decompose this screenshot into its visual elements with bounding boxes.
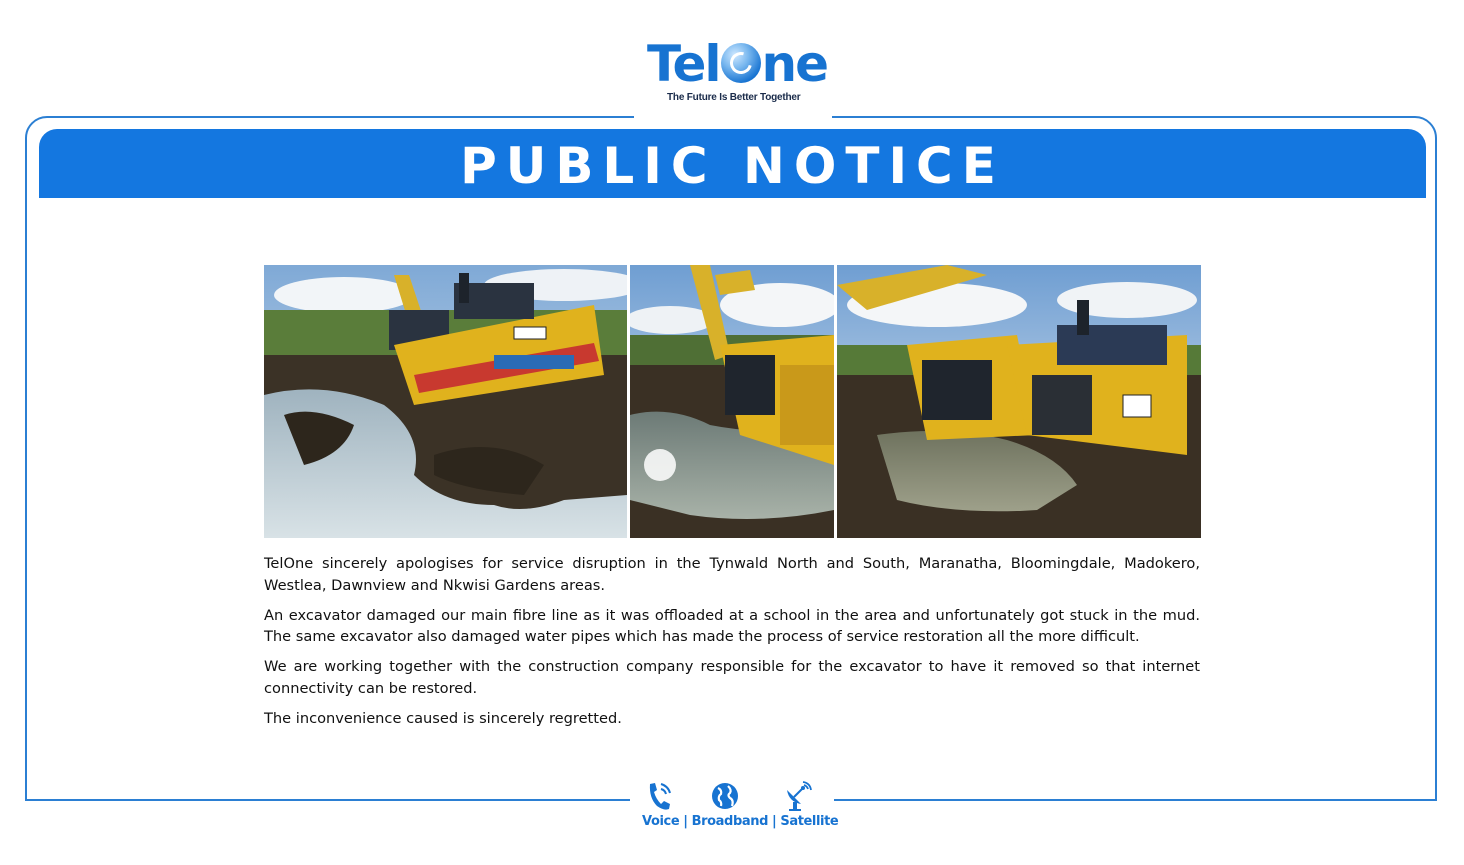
notice-paragraph-3: We are working together with the construction company responsible for the excavator to have it removed so that internet connectivity can be restored. xyxy=(264,658,1200,697)
globe-icon xyxy=(710,780,740,812)
public-notice-banner xyxy=(39,129,1426,198)
excavator-photo-2 xyxy=(630,265,834,538)
notice-body xyxy=(264,553,1200,738)
notice-paragraph-2: An excavator damaged our main fibre line as it was offloaded at a school in the area and unfortunately got stuck in the mud. The same excavator also damaged water pipes which has made the process of service restoration all the more difficult. xyxy=(264,606,1200,646)
logo-tagline: The Future Is Better Together xyxy=(667,92,801,103)
notice-paragraph-1: TelOne sincerely apologises for service disruption in the Tynwald North and South, Maranatha, Bloomingdale, Madokero, Westlea, Dawnview and Nkwisi Gardens areas. xyxy=(264,555,1200,594)
telone-logo xyxy=(645,35,828,108)
service-broadband: Broadband xyxy=(691,814,768,829)
logo-wordmark xyxy=(647,36,827,92)
excavator-photo-3 xyxy=(837,265,1201,538)
banner-title: PUBLIC NOTICE xyxy=(460,137,1005,195)
logo-text-part2: ne xyxy=(761,35,828,93)
separator: | xyxy=(683,814,688,829)
logo-text-part1: Tel xyxy=(647,35,720,93)
separator: | xyxy=(772,814,777,829)
frame-gap-top xyxy=(634,108,832,124)
notice-paragraph-4: The inconvenience caused is sincerely regretted. xyxy=(264,709,622,727)
satellite-dish-icon xyxy=(783,780,813,812)
service-labels xyxy=(642,814,838,829)
services-footer xyxy=(640,778,839,838)
logo-globe-icon xyxy=(721,43,761,83)
service-satellite: Satellite xyxy=(780,814,839,829)
excavator-photo-1 xyxy=(264,265,627,538)
phone-icon xyxy=(644,780,674,812)
service-voice: Voice xyxy=(642,814,680,829)
